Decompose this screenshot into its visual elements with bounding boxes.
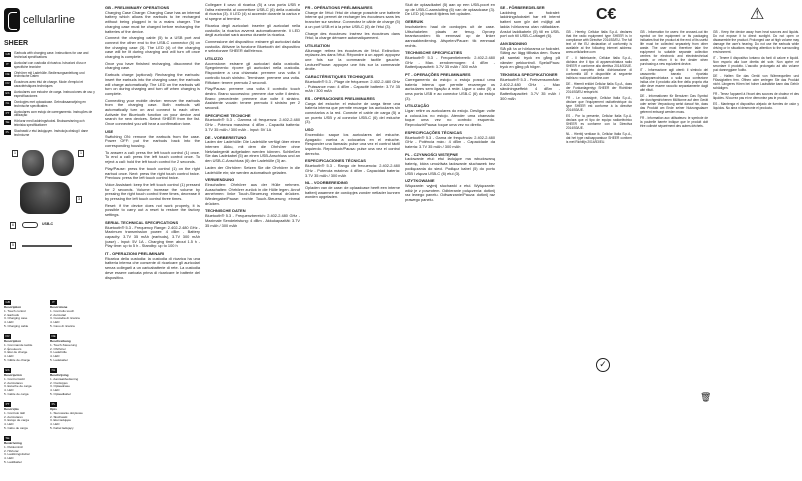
language-entry bbox=[4, 72, 96, 80]
legend-item: 5. Cable de carga bbox=[4, 391, 29, 396]
paragraph: GB - Hereby, Cellular Italia S.p.A. declares that the radio equipment type SHEER is in compliance with Directive 2014/53/EU. The full text of the EU declaration of conformity is available at the following internet address: www.cellularline.com bbox=[566, 30, 632, 54]
language-description: Oordopjes met oplaadcase. Gebruiksaanwijzing en technische specificaties bbox=[14, 99, 86, 108]
language-code-badge: ES bbox=[5, 91, 10, 96]
language-code-badge: ES bbox=[5, 368, 10, 372]
legend-title: Descrição bbox=[4, 407, 19, 411]
legend-block bbox=[4, 334, 48, 363]
callout: 1 bbox=[80, 151, 82, 155]
brand-name: cellularline bbox=[23, 14, 75, 26]
language-description: Słuchawki z etui ładującym. Instrukcja obsługi i dane techniczne bbox=[14, 129, 89, 138]
paragraph: Włączanie: wyjmij słuchawki z etui. Wyłączanie: włóż je z powrotem. Odbieranie połączenia: dotknij raz lewego panelu. Odtwarzanie/Pauza: dotknij raz prawego panelu. bbox=[405, 182, 495, 203]
legend-title: Beschreibung bbox=[50, 339, 71, 343]
language-entry bbox=[4, 62, 96, 70]
callout: 1 bbox=[14, 151, 16, 155]
paragraph: DE - Informationen für Benutzer: Das Symbol der durchgestrichenen Mülltonne auf dem Gerät oder seiner Verpackung weist darauf hin, dass das Produkt am Ende seiner Nutzungsdauer getrennt entsorgt werden muss. bbox=[640, 94, 708, 114]
legend-item: 1. Controlo tátil bbox=[4, 410, 25, 415]
legend-item: 4. LED bbox=[4, 456, 14, 461]
legend-block bbox=[4, 402, 48, 431]
paragraph: ES - Mantenga el dispositivo alejado de fuentes de calor y líquidos. No abra ni desmonte el producto. bbox=[713, 102, 799, 110]
paragraph: GB - Keep the device away from heat sources and liquids. Do not expose it to direct sunlight. Do not open or disassemble the product. Prolonged use at high volume may damage the user's hearing. Do not use the earbuds while driving or in situations requiring attention to the surrounding environment. bbox=[713, 30, 799, 54]
language-code-badge: GB bbox=[5, 52, 10, 56]
callout: 5 bbox=[12, 243, 14, 247]
section-heading: UTILIZAÇÃO bbox=[405, 103, 430, 109]
legend-item: 4. LED bbox=[50, 354, 60, 359]
cellularline-logo-icon bbox=[4, 8, 20, 32]
legend-item: 4. LED bbox=[4, 354, 14, 359]
charging-case-image bbox=[20, 182, 70, 214]
paragraph: Encendido: saque los auriculares del estuche. Apagado: vuelva a colocarlos en el estuche. Responder una llamada: pulse una vez el control táctil izquierdo. Reproducir/Pausa: pulse una vez el control derecho. bbox=[305, 131, 400, 156]
language-description: Hörlurar med laddningsfodral. Bruksanvisning och tekniska specifikationer bbox=[14, 119, 85, 128]
section-heading: DE - VORBEREITUNG bbox=[205, 134, 247, 140]
product-title: SHEER bbox=[4, 40, 29, 47]
legend-title: Beskrivning bbox=[4, 441, 22, 445]
section-heading: UTILISATION bbox=[305, 42, 330, 48]
legend-block bbox=[50, 368, 94, 397]
legend-item: 5. Oplaadkabel bbox=[50, 391, 71, 396]
legend-item: 2. Earbuds bbox=[4, 312, 19, 317]
section-heading: IT - OPERAZIONI PRELIMINARI bbox=[105, 251, 165, 257]
text-column bbox=[405, 3, 495, 205]
section-heading: VERWENDUNG bbox=[205, 177, 235, 183]
paragraph: Ligar: retire os auriculares do estojo. Desligar: volte a colocá-los no estojo. Atender uma chamada: toque uma vez no controlo esquerdo. Reproduzir/Pausa: toque uma vez no direito. bbox=[405, 108, 495, 128]
paragraph: Laden der Ladehülle: Die Ladehülle verfügt über einen internen Akku, mit dem die Ohrhörer ohne Netzladegerät aufgeladen werden können. Schließen Sie das Ladekabel (5) an einen USB-Anschluss und an den USB-C-Anschluss (6) der Ladehülle (3) an. bbox=[205, 139, 300, 164]
section-heading: TECHNISCHE SPECIFICATIES bbox=[405, 50, 463, 56]
legend-item: 4. LED bbox=[4, 422, 14, 427]
language-code-badge: PT bbox=[5, 402, 10, 406]
paragraph: Switching ON: remove the earbuds from the case. Power OFF: put the earbuds back into the corresponding housing. bbox=[105, 133, 200, 148]
legend-block bbox=[4, 368, 48, 397]
legend-item: 1. Aanraakbediening bbox=[50, 376, 79, 381]
section-heading: PT - OPERAÇÕES PRELIMINARES bbox=[405, 72, 471, 78]
section-heading: ES - OPERACIONES PRELIMINARES bbox=[305, 95, 375, 101]
legend-item: 3. Laddningsfodral bbox=[4, 452, 30, 457]
language-code-badge: GB bbox=[5, 300, 10, 304]
paragraph: Einschalten: Ohrhörer aus der Hülle nehmen. Ausschalten: Ohrhörer zurück in die Hülle legen. Anruf annehmen: linke Touch-Steuerung einmal drücken. Wiedergabe/Pause: rechte Touch-Steuerung einmal drücken. bbox=[205, 181, 300, 206]
section-heading: SPECIFICHE TECNICHE bbox=[205, 112, 251, 118]
language-description: Auriculares con estuche de carga. Instrucciones de uso y especificaciones bbox=[14, 90, 95, 98]
legend-item: 5. Laddkabel bbox=[4, 459, 22, 464]
section-heading: USE bbox=[105, 128, 114, 134]
paragraph: IT - Informazione agli utenti: il simbolo del cassonetto barrato riportato sull'apparecchiatura o sulla sua confezione indica che il prodotto alla fine della propria vita utile deve essere raccolto separatamente dagli altri rifiuti. bbox=[640, 68, 708, 92]
legend-title: Opis bbox=[50, 407, 57, 411]
language-entry bbox=[4, 91, 96, 99]
language-code-badge: IT bbox=[50, 300, 57, 305]
section-heading: TEKNISKA SPECIFIKATIONER bbox=[500, 72, 558, 78]
language-entry bbox=[4, 81, 96, 89]
language-code-badge: PL bbox=[5, 130, 10, 135]
legend-block bbox=[4, 436, 48, 465]
language-code-badge: FR bbox=[5, 334, 10, 338]
language-description: Écouteurs avec étui de charge. Mode d'emploi et caractéristiques techniques bbox=[14, 80, 84, 89]
charging-cable-icon bbox=[22, 245, 72, 247]
usb-c-port-icon bbox=[22, 222, 38, 228]
section-heading: GEBRUIK bbox=[405, 19, 424, 25]
paragraph: Charge de l'étui: l'étui de charge possède une batterie interne qui permet de recharger les écouteurs sans les brancher sur secteur. Connectez le câble de charge (5) à un port USB et à la prise USB-C (6) de l'étui (3). bbox=[305, 9, 400, 29]
section-heading: UTILIZZO bbox=[205, 56, 223, 62]
warning-icon: ⚠ bbox=[750, 6, 765, 23]
language-code-badge: DE bbox=[5, 71, 10, 76]
paragraph: Ricarica degli auricolari: inserire gli auricolari nella custodia; la ricarica avverrà automaticamente. Il LED degli auricolari sarà acceso durante la ricarica. bbox=[205, 22, 300, 38]
legend-title: Description bbox=[4, 339, 22, 343]
legend-item: 3. Étui de charge bbox=[4, 350, 28, 355]
legend-item: 2. Auricolari bbox=[50, 312, 67, 317]
section-heading: ESPECIFICAÇÕES TÉCNICAS bbox=[405, 129, 462, 135]
legend-item: 2. Oordopjes bbox=[50, 380, 68, 385]
section-heading: CARACTÉRISTIQUES TECHNIQUES bbox=[305, 74, 374, 80]
legend-item: 1. Touch-Steuerung bbox=[50, 342, 77, 347]
paragraph: FR - Le soussigné, Cellular Italia S.p.A., déclare que l'équipement radioélectrique du type SHEER est conforme à la directive 2014/53/UE. bbox=[566, 96, 632, 112]
paragraph: Voice Assistant: keep the left touch control (1) pressed for 2 seconds. Volume: increase the volume by pressing the right touch control three times, decrease it by pressing the left touch control three times. bbox=[105, 181, 200, 202]
legend-item: 5. Kabel ładujący bbox=[50, 425, 74, 430]
legend-item: 2. Écouteurs bbox=[4, 346, 22, 351]
legend-item: 2. Ohrhörer bbox=[50, 346, 66, 351]
paragraph: Bluetooth® 5.3 - Frequency Range: 2.402-2.480 GHz - Maximum transmission power: 4 dBm - Battery capacity: 3.7V 35 mAh (earbuds), 3.7V 300 mAh (case) - Input: 5V 1A - Charging time: about 1.5 h - Play time: up to 5 h - Standby: up to 100 h bbox=[105, 224, 200, 249]
paragraph: GB - Information for users: the crossed-out bin symbol on the equipment or its packaging indicates that the product at the end of its useful life must be collected separately from other waste. The user must therefore take the equipment to suitable separate collection centres for electronic and electrotechnical waste, or return it to the dealer when purchasing a new equivalent device. bbox=[640, 30, 708, 66]
paragraph: Laden der Ohrhörer: Setzen Sie die Ohrhörer in die Ladehülle ein; sie werden automatisch geladen. bbox=[205, 164, 300, 175]
paragraph: DE - Halten Sie das Gerät von Wärmequellen und Flüssigkeiten fern. Öffnen oder zerlegen Sie das Produkt nicht. Längeres Hören bei hoher Lautstärke kann das Gehör schädigen. bbox=[713, 74, 799, 90]
paragraph: Connecting your mobile device: remove the earbuds from the charging case. Both earbuds will automatically turn on and connect to each other. Activate the Bluetooth function on your device and search for new devices. Select SHEER from the list. Once connected you will hear a confirmation tone. bbox=[105, 97, 200, 127]
language-entry bbox=[4, 120, 96, 128]
legend-item: 4. LED bbox=[50, 388, 60, 393]
paragraph: Opladen van de case: de oplaadcase heeft een interne batterij waarmee de oordopjes zonder netlader kunnen worden opgeladen. bbox=[305, 184, 400, 200]
language-entry bbox=[4, 111, 96, 119]
paragraph: Slå på: ta ur hörlurarna ur fodralet. Stäng av: lägg tillbaka dem. Svara på samtal: tryck en gång på vänster pekkontroll. Spela/Paus: tryck en gång på höger. bbox=[500, 45, 560, 70]
language-list bbox=[4, 52, 96, 140]
paragraph: Bluetooth® 5.3 - Rango de frecuencia: 2.402-2.480 GHz - Potencia máxima: 4 dBm - Capacidad batería: 3.7V 35 mAh / 300 mAh bbox=[305, 163, 400, 178]
legend-title: Descrizione bbox=[50, 305, 68, 309]
compliance-check-icon: ✓ bbox=[596, 358, 610, 372]
paragraph: Bluetooth® 5.3 - Plage de fréquence: 2.402-2.480 GHz - Puissance max: 4 dBm - Capacité batterie: 3.7V 35 mAh / 300 mAh bbox=[305, 78, 400, 94]
legend-item: 3. Etui ładujące bbox=[50, 418, 72, 423]
paragraph: FR - Tenez l'appareil à l'écart des sources de chaleur et des liquides. N'ouvrez pas et ne démontez pas le produit. bbox=[713, 92, 799, 100]
paragraph: Inschakelen: haal de oordopjes uit de case. Uitschakelen: plaats ze terug. Oproep beantwoorden: tik eenmaal op de linker aanraakbediening. Afspelen/Pauze: tik eenmaal rechts. bbox=[405, 23, 495, 48]
section-heading: USO bbox=[305, 127, 314, 133]
text-column bbox=[500, 3, 560, 103]
text-column bbox=[205, 3, 300, 230]
language-entry bbox=[4, 101, 96, 109]
legend-item: 4. LED bbox=[4, 388, 14, 393]
section-heading: UŻYTKOWANIE bbox=[405, 178, 435, 184]
paragraph: Bluetooth® 5.3 - Frequenzbereich: 2.402-2.480 GHz - Maximale Sendeleistung: 4 dBm - Akkukapazität: 3.7V 35 mAh / 300 mAh bbox=[205, 213, 300, 228]
legend-block bbox=[50, 334, 94, 363]
legend-item: 5. Cavo di ricarica bbox=[50, 323, 75, 328]
paragraph: Bluetooth® 5.3 - Gamma di frequenza: 2.402-2.480 GHz - Potenza massima: 4 dBm - Capacità batteria: 3.7V 35 mAh / 300 mAh - Input: 5V 1A bbox=[205, 117, 300, 132]
paragraph: IT - Tenere il dispositivo lontano da fonti di calore e liquidi. Non esporlo alla luce diretta del sole. Non aprire né smontare il prodotto. L'ascolto prolungato ad alto volume può danneggiare l'udito. bbox=[713, 56, 799, 72]
language-description: Auricolari con custodia di ricarica. Istruzioni d'uso e specifiche tecniche bbox=[14, 60, 87, 69]
right-earbud-image bbox=[52, 150, 74, 176]
legend-item: 2. Auriculares bbox=[4, 414, 23, 419]
legend-item: 3. Estuche de carga bbox=[4, 384, 32, 389]
language-code-badge: FR bbox=[5, 81, 10, 86]
section-heading: PL - CZYNNOŚCI WSTĘPNE bbox=[405, 151, 459, 157]
paragraph: ES - Por la presente, Cellular Italia S.p.A. declara que el tipo de equipo radioeléctrico SHEER es conforme con la Directiva 2014/53/UE. bbox=[566, 114, 632, 130]
text-column bbox=[566, 30, 632, 146]
paragraph: Carga del estuche: el estuche de carga tiene una batería interna que permite recargar los auriculares sin conectarlos a la red. Conecte el cable de carga (5) a un puerto USB y al conector USB-C (6) del estuche (3). bbox=[305, 100, 400, 125]
paragraph: Accensione: estrarre gli auricolari dalla custodia. Spegnimento: riporre gli auricolari nella custodia. Rispondere a una chiamata: premere una volta il controllo touch sinistro. Terminare: premere una volta. Rifiutare: tenere premuto 2 secondi. bbox=[205, 60, 300, 85]
legend-item: 1. Commande tactile bbox=[4, 342, 33, 347]
paragraph: Charge des écouteurs: insérez les écouteurs dans l'étui; la charge démarre automatiquement. bbox=[305, 30, 400, 41]
paragraph: Carregamento do estojo: o estojo possui uma bateria interna que permite recarregar os auriculares sem ligação à rede. Ligue o cabo (5) a uma porta USB e ao conector USB-C (6) do estojo (3). bbox=[405, 76, 495, 101]
legend-item: 1. Controllo touch bbox=[50, 308, 75, 313]
paragraph: Allumage: retirez les écouteurs de l'étui. Extinction: replacez-les dans l'étui. Répondre à un appel: appuyez une fois sur la commande tactile gauche. Lecture/Pause: appuyez une fois sur la commande droite. bbox=[305, 47, 400, 72]
legend-item: 1. Control táctil bbox=[4, 376, 25, 381]
legend-item: 2. Hörlurar bbox=[4, 448, 19, 453]
language-code-badge: NL bbox=[51, 368, 56, 372]
legend-block bbox=[4, 300, 48, 329]
legend-item: 3. Estojo de carga bbox=[4, 418, 29, 423]
paragraph: NL - Hierbij verklaar ik, Cellular Italia S.p.A., dat het type radioapparatuur SHEER conform is met Richtlijn 2014/53/EU. bbox=[566, 132, 632, 144]
legend-item: 2. Słuchawki bbox=[50, 414, 68, 419]
callout: 3 bbox=[78, 197, 80, 201]
paragraph: Play/Pause: press the touch control (1) on the right earbud once. Next: press the right touch control twice. Previous: press the left touch control twice. bbox=[105, 165, 200, 181]
legend-item: 5. Cabo de carga bbox=[4, 425, 28, 430]
language-code-badge: DE bbox=[51, 334, 56, 338]
legend-block bbox=[50, 300, 94, 329]
legend-item: 4. LED bbox=[4, 320, 14, 325]
language-code-badge: NL bbox=[5, 100, 10, 105]
legend-item: 5. Câble de charge bbox=[4, 357, 31, 362]
legend-item: 5. Ladekabel bbox=[50, 357, 68, 362]
language-code-badge: PT bbox=[5, 110, 10, 115]
usb-label: USB-C bbox=[42, 222, 54, 226]
legend-item: 4. LED bbox=[50, 320, 60, 325]
legend-block bbox=[50, 402, 94, 431]
section-heading: FR - OPÉRATIONS PRÉLIMINAIRES bbox=[305, 5, 373, 10]
language-code-badge: SE bbox=[5, 120, 10, 125]
text-column bbox=[105, 3, 200, 282]
legend-item: 3. Ladehülle bbox=[50, 350, 67, 355]
language-description: Earbuds with charging case. Instructions for use and technical specifications bbox=[14, 51, 89, 59]
paragraph: FR - Information aux utilisateurs: le symbole de la poubelle barrée indique que le produit doit être collecté séparément des autres déchets. bbox=[640, 116, 708, 128]
section-heading: ANVÄNDNING bbox=[500, 40, 528, 46]
brand-logo bbox=[4, 8, 75, 32]
legend-item: 5. Charging cable bbox=[4, 323, 29, 328]
legend-item: 3. Oplaadcase bbox=[50, 384, 70, 389]
ce-mark-icon: C€ bbox=[596, 6, 617, 23]
paragraph: Collegare il cavo di ricarica (5) a una porta USB e l'altra estremità al connettore USB-C (6) della custodia di ricarica (3). Il LED (4) si accende durante la carica e si spegne al termine. bbox=[205, 2, 300, 22]
section-heading: NL - VOORBEREIDING bbox=[305, 180, 348, 186]
paragraph: Sluit de oplaadkabel (5) aan op een USB-poort en op de USB-C-aansluiting (6) van de oplaadcase (3). De LED (4) brandt tijdens het opladen. bbox=[405, 2, 495, 17]
paragraph: Ładowanie etui: etui ładujące ma wbudowaną baterię, która umożliwia ładowanie słuchawek bez podłączania do sieci. Podłącz kabel (5) do portu USB i złącza USB-C (6) etui (3). bbox=[405, 156, 495, 176]
paragraph: IT - Il fabbricante, Cellular Italia S.p.A., dichiara che il tipo di apparecchiatura radio SHEER è conforme alla direttiva 2014/53/UE. Il testo completo della dichiarazione di conformità UE è disponibile al seguente indirizzo: www.cellularline.com bbox=[566, 56, 632, 80]
text-column bbox=[305, 3, 400, 202]
paragraph: Laddning av fodralet: laddningsfodralet har ett internt batteri som gör det möjligt att ladda hörlurarna utan nätladdare. Anslut laddkabeln (5) till en USB-port och till USB-C-uttaget (6). bbox=[500, 9, 560, 39]
legend-item: 2. Auriculares bbox=[4, 380, 23, 385]
paragraph: Bluetooth® 5.3 - Frekvensområde: 2.402-2.480 GHz - Max sändningseffekt: 4 dBm - Batterikapacitet: 3.7V 35 mAh / 300 mAh bbox=[500, 76, 560, 101]
paragraph: Bluetooth® 5.3 - Frequentiebereik: 2.402-2.480 GHz - Max. zendvermogen: 4 dBm - Batterijcapaciteit: 3.7V 35 mAh / 300 mAh bbox=[405, 55, 495, 70]
section-heading: GB - PRELIMINARY OPERATIONS bbox=[105, 5, 170, 10]
weee-bin-icon: 🗑 bbox=[700, 392, 712, 402]
language-description: Ohrhörer mit Ladehülle. Bedienungsanleitung und technische Daten bbox=[14, 70, 85, 79]
language-code-badge: SE bbox=[5, 436, 10, 440]
legend-item: 1. Touch control bbox=[4, 308, 26, 313]
legend-title: Beschrijving bbox=[50, 373, 69, 377]
legend-title: Descripción bbox=[4, 373, 22, 377]
paragraph: Reset: if the device does not work properly, it is possible to carry out a reset to restore the factory settings. bbox=[105, 202, 200, 218]
paragraph: Ricarica della custodia: la custodia di ricarica ha una batteria interna che consente di ricaricare gli auricolari senza collegarli a un caricabatterie di rete. La custodia deve essere caricata prima di ricaricare le batterie del dispositivo. bbox=[105, 255, 200, 280]
left-earbud-image bbox=[22, 150, 44, 176]
section-heading: SE - FÖRBEREDELSER bbox=[500, 5, 545, 10]
legend-item: 3. Custodia di ricarica bbox=[50, 316, 80, 321]
legend-title: Description bbox=[4, 305, 22, 309]
paragraph: Connect the charging cable (5) to a USB port and connect the other end to the USB-C connector (6) on the charging case (3). The LED (4) of the charging case will be lit during charging and will turn off once charging is complete. bbox=[105, 35, 200, 60]
paragraph: Play/Pausa: premere una volta il controllo touch destro. Brano successivo: premere due volte il destro. Brano precedente: premere due volte il sinistro. Assistente vocale: tenere premuto il sinistro per 2 secondi. bbox=[205, 86, 300, 111]
callout: 6 bbox=[12, 223, 14, 227]
paragraph: Bluetooth® 5.3 - Gama de frequência: 2.402-2.480 GHz - Potência máx.: 4 dBm - Capacidade da bateria: 3.7V 35 mAh / 300 mAh bbox=[405, 134, 495, 149]
legend-item: 4. LED bbox=[50, 422, 60, 427]
paragraph: To answer a call: press the left touch control (1) once. To end a call: press the left touch control once. To reject a call: hold the left touch control for 2 seconds. bbox=[105, 149, 200, 165]
paragraph: Once you have finished recharging, disconnect the charging case. bbox=[105, 60, 200, 71]
paragraph: DE - Hiermit erklärt Cellular Italia S.p.A., dass der Funkanlagentyp SHEER der Richtlinie 2014/53/EU entspricht. bbox=[566, 82, 632, 94]
text-column bbox=[713, 30, 799, 112]
paragraph: Earbuds charge (optional): Recharging the earbuds: insert the earbuds into the charging case; the earbuds will charge automatically. The LED on the earbuds will turn on during charging and turn off when charging is complete. bbox=[105, 72, 200, 96]
legend-item: 3. Charging case bbox=[4, 316, 28, 321]
language-code-badge: PL bbox=[51, 402, 56, 406]
legend-item: 1. Pekkontroll bbox=[4, 444, 23, 449]
section-heading: TECHNISCHE DATEN bbox=[205, 208, 246, 214]
language-description: Auriculares com estojo de carregamento. Instruções de utilização bbox=[14, 109, 93, 118]
legend-item: 1. Sterowanie dotykowe bbox=[50, 410, 83, 415]
language-entry bbox=[4, 52, 96, 60]
paragraph: Charging Case Charge: Charging Case has an internal battery which allows the earbuds to be recharged without being plugged in to a mains charger. The charging case must be charged before recharging the batteries of the device. bbox=[105, 9, 200, 34]
section-heading: ESPECIFICACIONES TÉCNICAS bbox=[305, 158, 366, 164]
section-heading: SERIAL TECHNICAL SPECIFICATIONS bbox=[105, 219, 179, 225]
paragraph: Connessione del dispositivo: estrarre gli auricolari dalla custodia. Attivare la funzione Bluetooth del dispositivo e selezionare SHEER dall'elenco. bbox=[205, 38, 300, 54]
language-entry bbox=[4, 130, 96, 138]
text-column bbox=[640, 30, 708, 130]
language-code-badge: IT bbox=[4, 62, 11, 67]
